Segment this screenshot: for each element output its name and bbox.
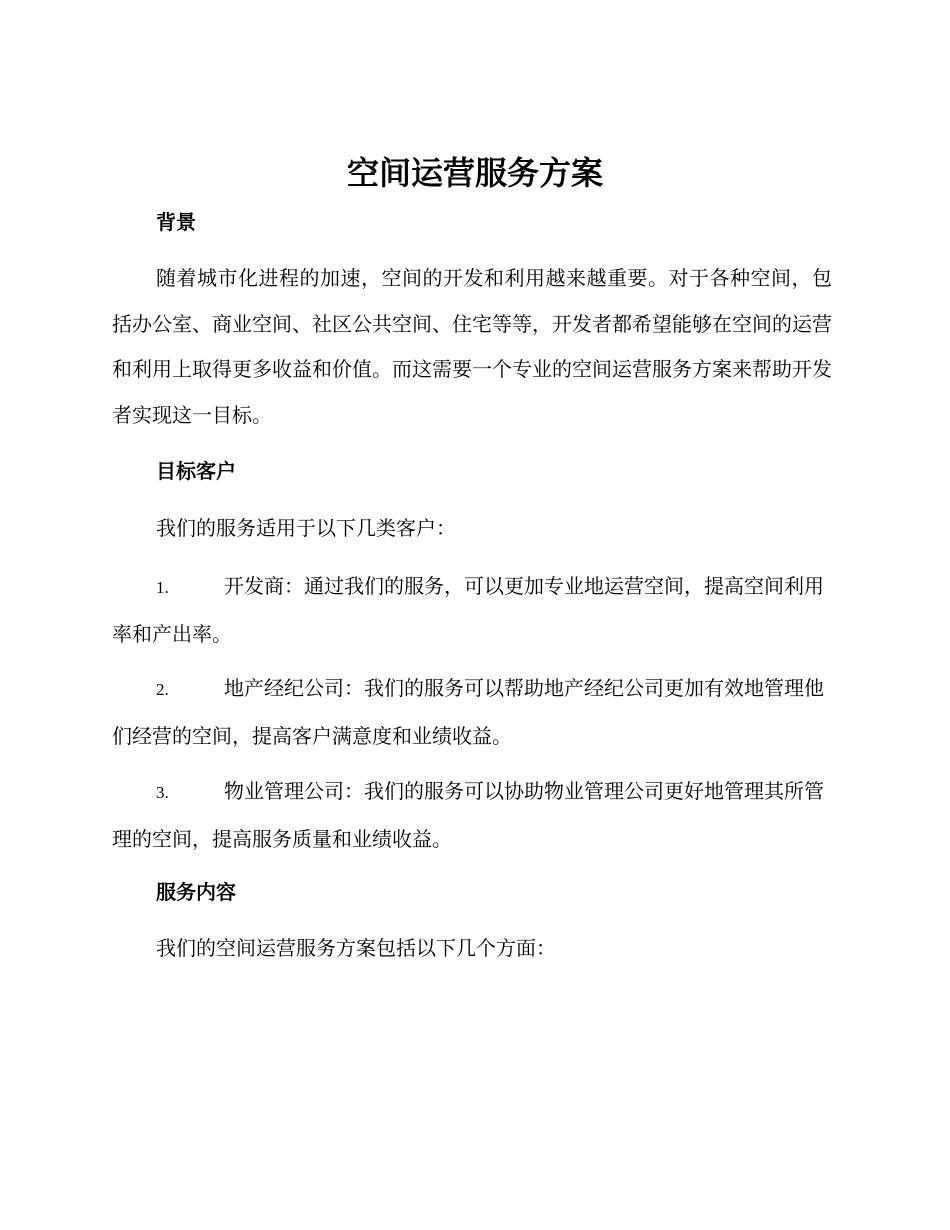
list-item xyxy=(112,768,832,862)
section-heading-target-clients: 目标客户 xyxy=(156,459,236,483)
section-heading-background: 背景 xyxy=(156,210,196,234)
document-title: 空间运营服务方案 xyxy=(346,154,603,192)
list-item xyxy=(112,563,832,657)
list-item-text: 开发商：通过我们的服务，可以更加专业地运营空间，提高空间利用率和产出率。 xyxy=(112,574,824,646)
list-item-text: 地产经纪公司：我们的服务可以帮助地产经纪公司更加有效地管理他们经营的空间，提高客户满意度和业绩收益。 xyxy=(112,676,824,748)
list-item xyxy=(112,665,832,759)
list-number: 2. xyxy=(156,680,169,699)
section-heading-service-content: 服务内容 xyxy=(156,880,236,904)
list-number: 1. xyxy=(156,578,169,597)
target-clients-intro: 我们的服务适用于以下几类客户： xyxy=(156,516,456,540)
service-content-intro: 我们的空间运营服务方案包括以下几个方面： xyxy=(156,936,556,960)
background-paragraph: 随着城市化进程的加速，空间的开发和利用越来越重要。对于各种空间，包括办公室、商业空间、社区公共空间、住宅等等，开发者都希望能够在空间的运营和利用上取得更多收益和价值。而这需要一个专业的空间运营服务方案来帮助开发者实现这一目标。 xyxy=(112,266,832,427)
list-number: 3. xyxy=(156,783,169,802)
list-item-text: 物业管理公司：我们的服务可以协助物业管理公司更好地管理其所管理的空间，提高服务质量和业绩收益。 xyxy=(112,779,824,851)
